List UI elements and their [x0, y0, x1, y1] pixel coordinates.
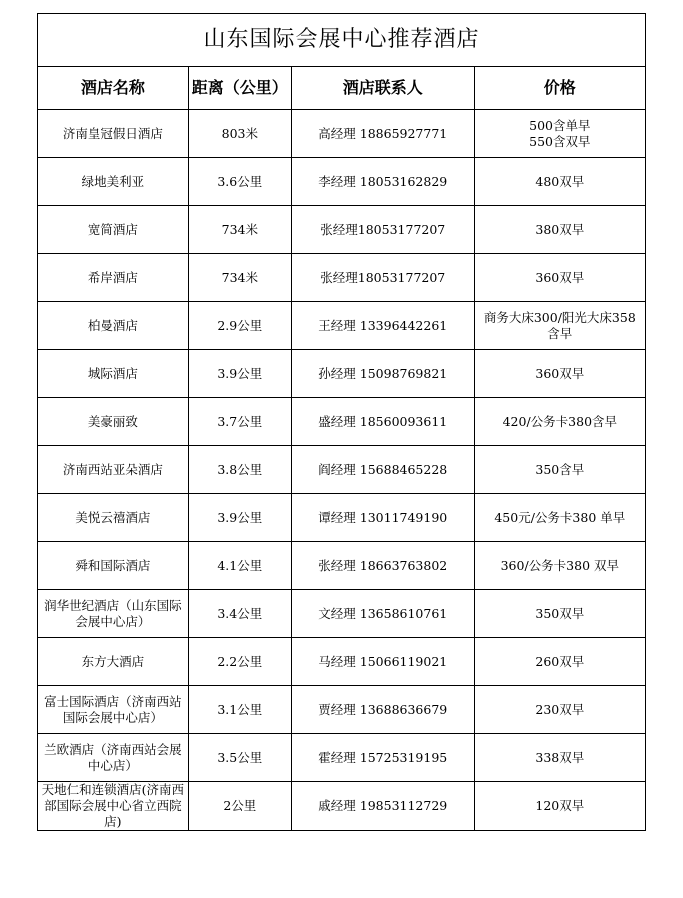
table-row — [38, 446, 646, 494]
cell-contact: 阎经理 15688465228 — [291, 446, 474, 494]
table-row — [38, 494, 646, 542]
cell-contact: 张经理 18663763802 — [291, 542, 474, 590]
table-row — [38, 542, 646, 590]
cell-distance: 3.1公里 — [188, 686, 291, 734]
cell-price: 360/公务卡380 双早 — [474, 542, 645, 590]
cell-price: 350双早 — [474, 590, 645, 638]
cell-contact: 孙经理 15098769821 — [291, 350, 474, 398]
table-row — [38, 110, 646, 158]
cell-contact: 高经理 18865927771 — [291, 110, 474, 158]
cell-price: 360双早 — [474, 350, 645, 398]
cell-hotel-name: 柏曼酒店 — [38, 302, 189, 350]
cell-distance: 3.7公里 — [188, 398, 291, 446]
cell-contact: 谭经理 13011749190 — [291, 494, 474, 542]
cell-hotel-name: 天地仁和连锁酒店(济南西部国际会展中心省立西院店) — [38, 782, 189, 831]
cell-hotel-name: 东方大酒店 — [38, 638, 189, 686]
cell-price: 338双早 — [474, 734, 645, 782]
cell-price: 260双早 — [474, 638, 645, 686]
cell-price: 450元/公务卡380 单早 — [474, 494, 645, 542]
hotel-table — [37, 13, 646, 831]
cell-distance: 3.9公里 — [188, 494, 291, 542]
header-hotel-name: 酒店名称 — [38, 67, 189, 110]
cell-price: 420/公务卡380含早 — [474, 398, 645, 446]
table-row — [38, 782, 646, 831]
cell-price: 230双早 — [474, 686, 645, 734]
cell-hotel-name: 济南皇冠假日酒店 — [38, 110, 189, 158]
cell-contact: 文经理 13658610761 — [291, 590, 474, 638]
table-row — [38, 734, 646, 782]
cell-distance: 3.8公里 — [188, 446, 291, 494]
cell-contact: 王经理 13396442261 — [291, 302, 474, 350]
cell-hotel-name: 城际酒店 — [38, 350, 189, 398]
cell-contact: 张经理18053177207 — [291, 206, 474, 254]
cell-contact: 张经理18053177207 — [291, 254, 474, 302]
cell-contact: 李经理 18053162829 — [291, 158, 474, 206]
cell-distance: 2.2公里 — [188, 638, 291, 686]
cell-price: 360双早 — [474, 254, 645, 302]
cell-hotel-name: 润华世纪酒店（山东国际会展中心店） — [38, 590, 189, 638]
cell-hotel-name: 希岸酒店 — [38, 254, 189, 302]
cell-price: 500含单早 550含双早 — [474, 110, 645, 158]
table-row — [38, 302, 646, 350]
cell-contact: 马经理 15066119021 — [291, 638, 474, 686]
table-title: 山东国际会展中心推荐酒店 — [38, 14, 646, 67]
cell-distance: 734米 — [188, 254, 291, 302]
cell-price: 480双早 — [474, 158, 645, 206]
cell-distance: 2.9公里 — [188, 302, 291, 350]
table-row — [38, 638, 646, 686]
cell-contact: 霍经理 15725319195 — [291, 734, 474, 782]
cell-distance: 3.4公里 — [188, 590, 291, 638]
table-row — [38, 206, 646, 254]
header-row — [38, 67, 646, 110]
cell-price: 120双早 — [474, 782, 645, 831]
header-contact: 酒店联系人 — [291, 67, 474, 110]
cell-hotel-name: 绿地美利亚 — [38, 158, 189, 206]
table-row — [38, 350, 646, 398]
cell-distance: 4.1公里 — [188, 542, 291, 590]
table-row — [38, 158, 646, 206]
cell-distance: 803米 — [188, 110, 291, 158]
header-price: 价格 — [474, 67, 645, 110]
cell-hotel-name: 美悦云禧酒店 — [38, 494, 189, 542]
cell-distance: 3.6公里 — [188, 158, 291, 206]
cell-contact: 贾经理 13688636679 — [291, 686, 474, 734]
cell-hotel-name: 美豪丽致 — [38, 398, 189, 446]
cell-distance: 3.9公里 — [188, 350, 291, 398]
cell-contact: 盛经理 18560093611 — [291, 398, 474, 446]
table-row — [38, 590, 646, 638]
cell-hotel-name: 兰欧酒店（济南西站会展中心店） — [38, 734, 189, 782]
table-row — [38, 254, 646, 302]
cell-hotel-name: 济南西站亚朵酒店 — [38, 446, 189, 494]
cell-distance: 3.5公里 — [188, 734, 291, 782]
cell-distance: 734米 — [188, 206, 291, 254]
table-row — [38, 686, 646, 734]
cell-price: 350含早 — [474, 446, 645, 494]
cell-hotel-name: 宽简酒店 — [38, 206, 189, 254]
cell-hotel-name: 富士国际酒店（济南西站国际会展中心店） — [38, 686, 189, 734]
cell-price: 商务大床300/阳光大床358含早 — [474, 302, 645, 350]
cell-distance: 2公里 — [188, 782, 291, 831]
cell-hotel-name: 舜和国际酒店 — [38, 542, 189, 590]
table-row — [38, 398, 646, 446]
header-distance: 距离（公里） — [188, 67, 291, 110]
cell-contact: 戚经理 19853112729 — [291, 782, 474, 831]
cell-price: 380双早 — [474, 206, 645, 254]
